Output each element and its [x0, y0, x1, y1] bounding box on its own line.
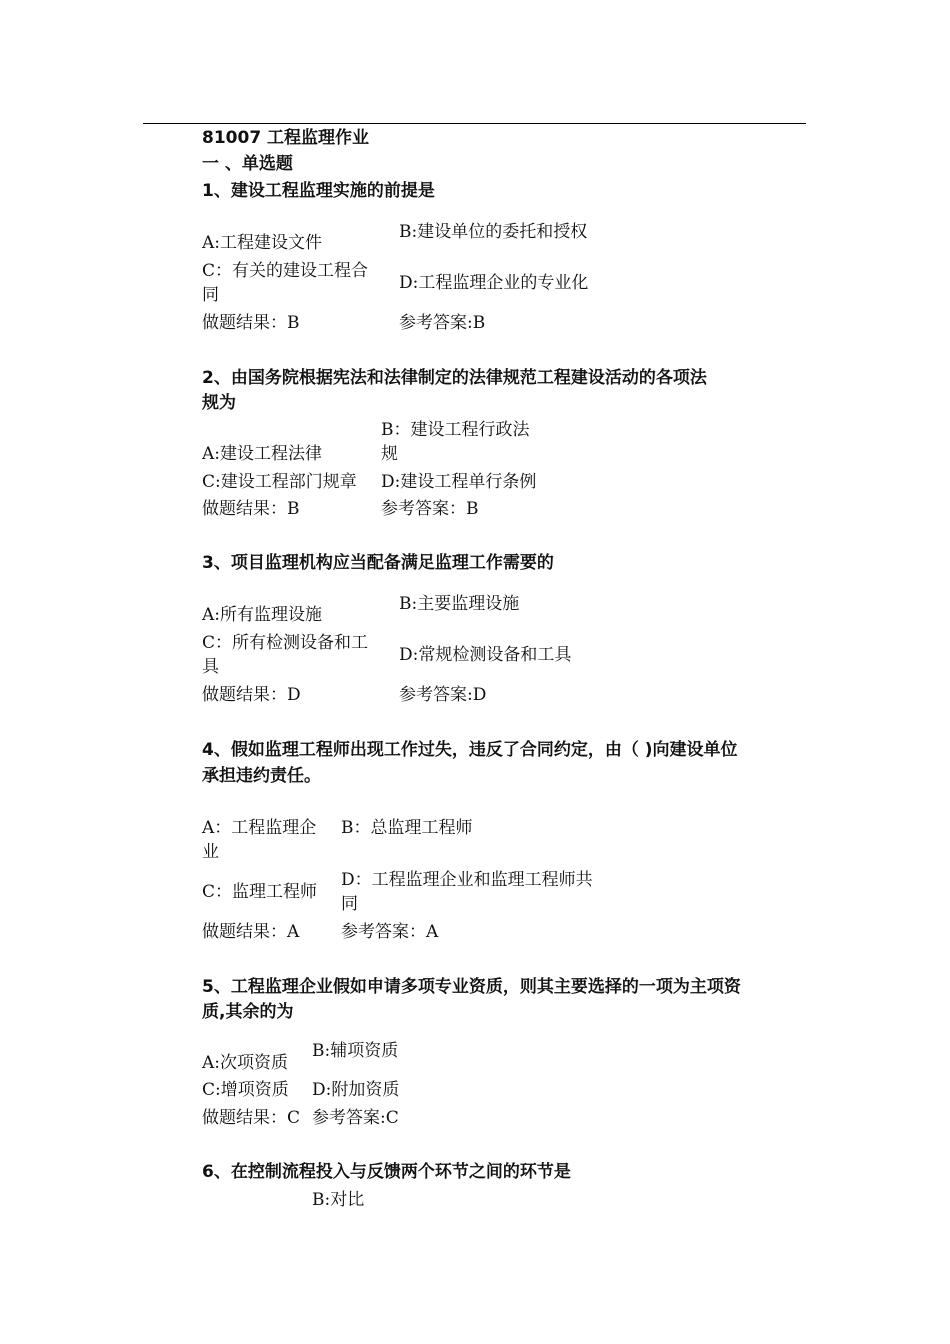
q6-stem: 6、在控制流程投入与反馈两个环节之间的环节是 [202, 1162, 571, 1182]
q1-option-c-line1: C：有关的建设工程合 [202, 261, 369, 281]
q4-stem-line2: 承担违约责任。 [202, 766, 321, 786]
q3-option-c-line1: C：所有检测设备和工 [202, 633, 369, 653]
q3-stem: 3、项目监理机构应当配备满足监理工作需要的 [202, 553, 554, 573]
q1-option-d: D:工程监理企业的专业化 [399, 273, 589, 293]
q4-option-b: B：总监理工程师 [341, 818, 473, 838]
q2-option-a: A:建设工程法律 [202, 444, 323, 464]
q1-option-b: B:建设单位的委托和授权 [399, 222, 588, 242]
q5-option-b: B:辅项资质 [312, 1041, 399, 1061]
q2-stem-line1: 2、由国务院根据宪法和法律制定的法律规范工程建设活动的各项法 [202, 368, 707, 388]
q3-option-b: B:主要监理设施 [399, 594, 520, 614]
q4-option-d [341, 868, 593, 916]
q1-result: 做题结果：B [202, 313, 300, 333]
q2-option-d: D:建设工程单行条例 [381, 472, 537, 492]
header-rule [143, 123, 806, 124]
q4-option-a-line1: A：工程监理企 [202, 818, 317, 838]
q1-option-c [202, 259, 368, 307]
q5-result: 做题结果：C [202, 1108, 301, 1128]
q1-stem: 1、建设工程监理实施的前提是 [202, 181, 435, 201]
q2-option-b-line1: B：建设工程行政法 [381, 420, 530, 440]
q2-answer: 参考答案：B [381, 499, 479, 519]
q3-option-c [202, 631, 368, 679]
q1-option-c-line2: 同 [202, 285, 219, 305]
q2-option-b-line2: 规 [381, 444, 398, 464]
q4-answer: 参考答案：A [341, 922, 439, 942]
q6-option-b: B:对比 [312, 1190, 365, 1210]
q4-option-a [202, 816, 316, 864]
q5-option-c: C:增项资质 [202, 1080, 289, 1100]
q2-option-c: C:建设工程部门规章 [202, 472, 357, 492]
q4-option-a-line2: 业 [202, 842, 219, 862]
q1-option-a: A:工程建设文件 [202, 233, 323, 253]
q1-answer: 参考答案:B [399, 313, 486, 333]
q5-answer: 参考答案:C [312, 1108, 399, 1128]
q4-stem-line1: 4、假如监理工程师出现工作过失，违反了合同约定，由（ )向建设单位 [202, 740, 738, 760]
q3-option-c-line2: 具 [202, 657, 219, 677]
q3-option-a: A:所有监理设施 [202, 605, 323, 625]
q3-answer: 参考答案:D [399, 685, 487, 705]
q4-option-c: C：监理工程师 [202, 882, 318, 902]
q4-option-d-line2: 同 [341, 894, 358, 914]
doc-title: 81007 工程监理作业 [202, 128, 370, 148]
q2-stem-line2: 规为 [202, 393, 236, 413]
q3-option-d: D:常规检测设备和工具 [399, 645, 572, 665]
section-heading: 一 、单选题 [202, 154, 293, 174]
q3-result: 做题结果：D [202, 685, 301, 705]
q4-result: 做题结果：A [202, 922, 300, 942]
q4-option-d-line1: D：工程监理企业和监理工程师共 [341, 870, 593, 890]
q5-option-d: D:附加资质 [312, 1080, 400, 1100]
q2-option-b [381, 418, 530, 466]
q5-option-a: A:次项资质 [202, 1053, 289, 1073]
q2-result: 做题结果：B [202, 499, 300, 519]
q5-stem-line1: 5、工程监理企业假如申请多项专业资质，则其主要选择的一项为主项资 [202, 977, 741, 997]
q5-stem-line2: 质,其余的为 [202, 1002, 294, 1022]
